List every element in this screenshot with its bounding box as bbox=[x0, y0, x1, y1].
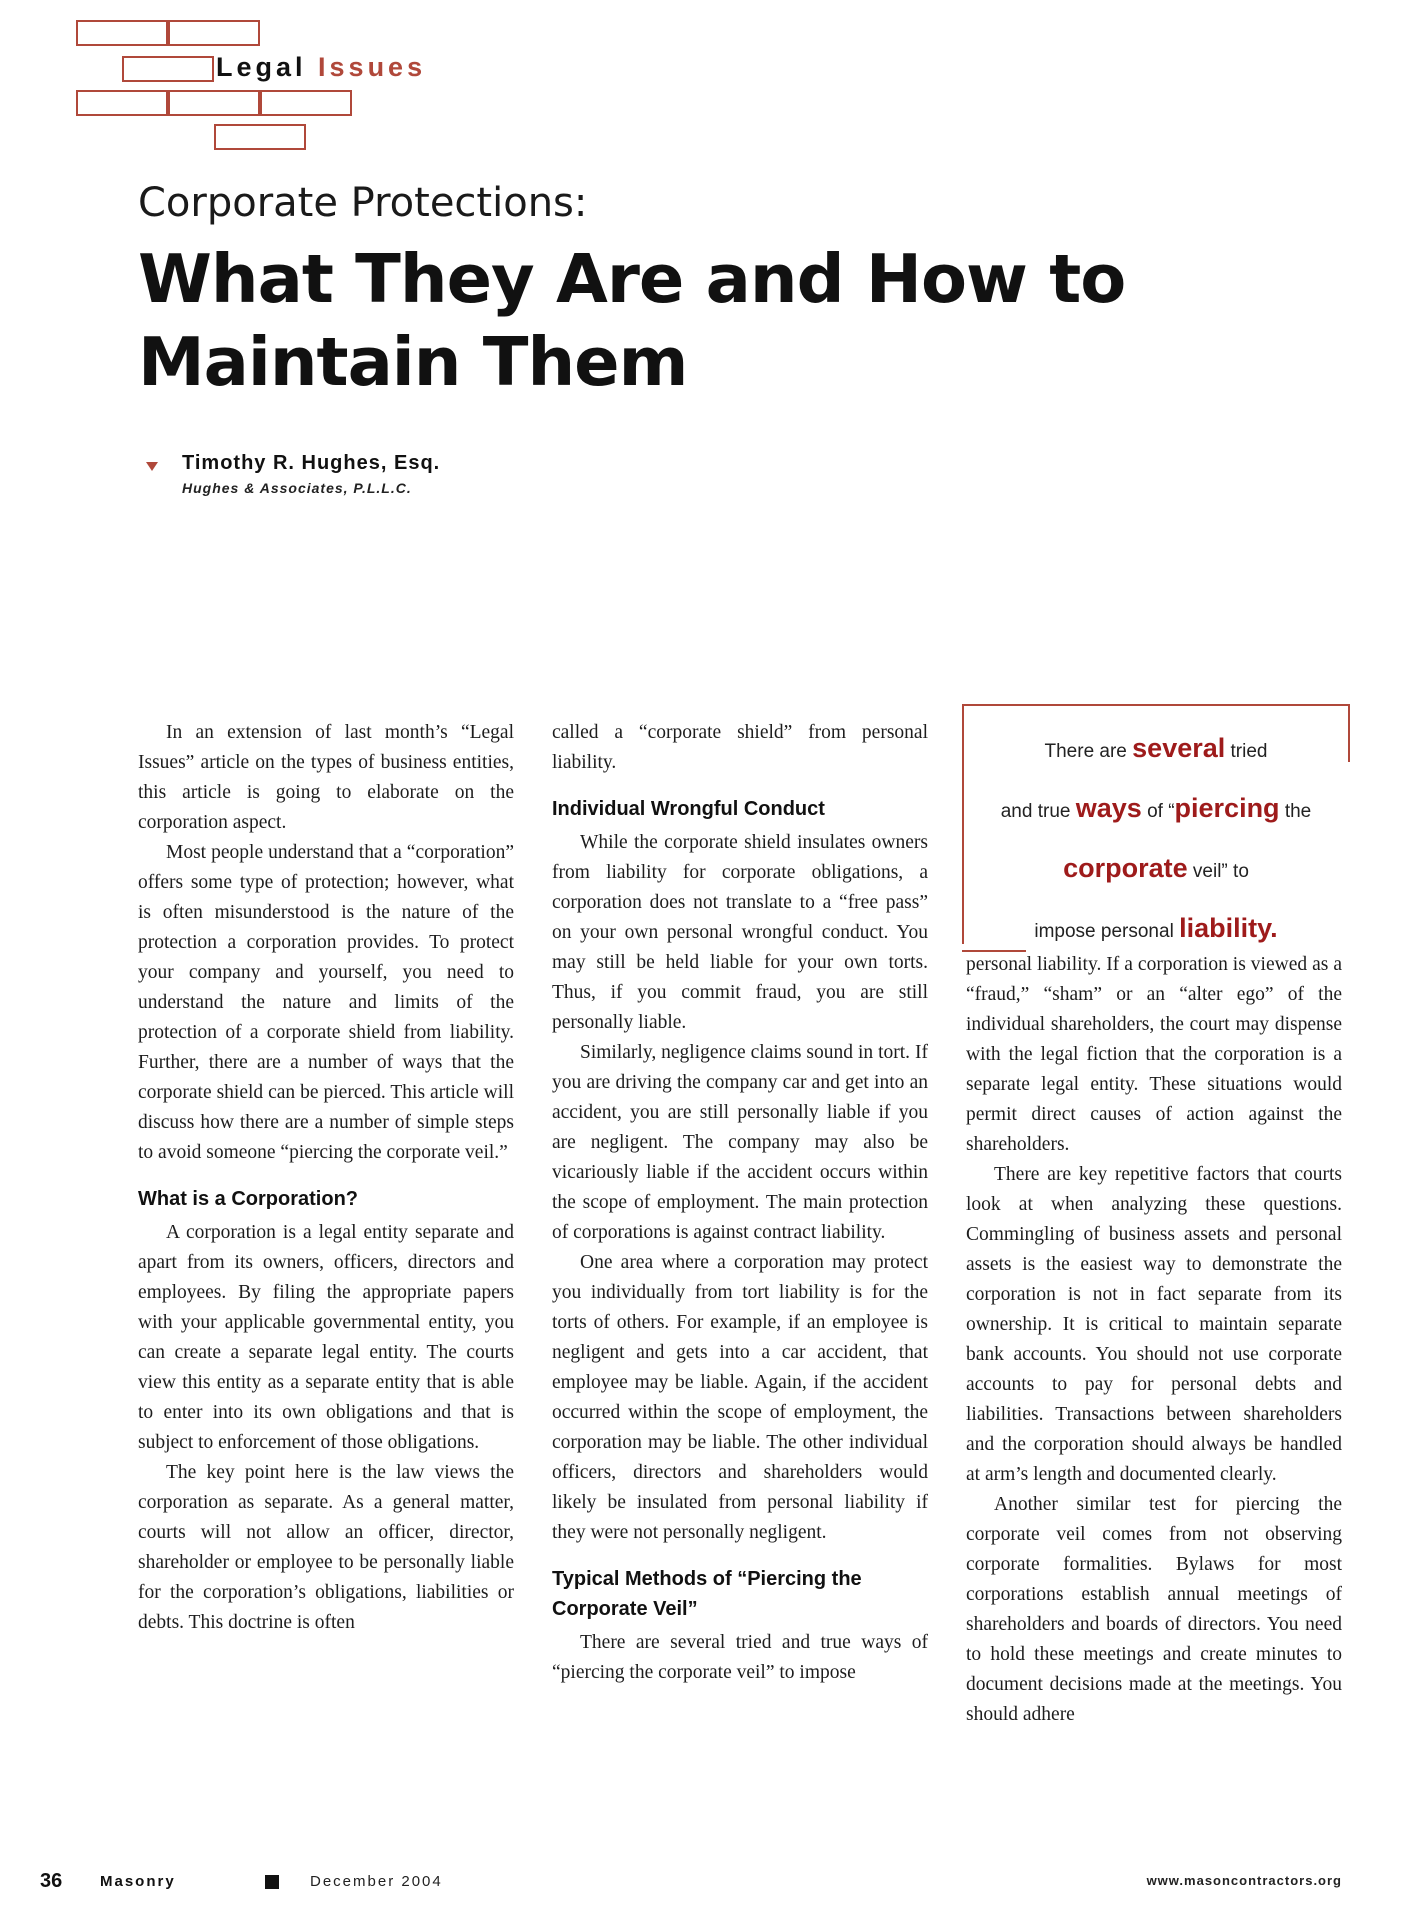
article-subtitle: Corporate Protections: bbox=[138, 180, 588, 226]
website-url: www.masoncontractors.org bbox=[1146, 1873, 1342, 1888]
article-title: What They Are and How to Maintain Them bbox=[138, 240, 1126, 401]
paragraph: The key point here is the law views the corporation as separate. As a general matter, courts will not allow an officer, director, shareholder or employee to be personally liable for the corporation’s obligations, liabilities or debts. This doctrine is often bbox=[138, 1462, 514, 1633]
column-2 bbox=[552, 718, 928, 1688]
publication-name: Masonry bbox=[100, 1873, 176, 1890]
section-heading: Individual Wrongful Conduct bbox=[552, 798, 825, 820]
paragraph: There are several tried and true ways of “piercing the corporate veil” to impose bbox=[552, 1632, 928, 1683]
issue-date: December 2004 bbox=[310, 1873, 443, 1890]
author-name: Timothy R. Hughes, Esq. bbox=[182, 452, 441, 474]
triangle-down-icon bbox=[146, 460, 158, 472]
paragraph: In an extension of last month’s “Legal Issues” article on the types of business entities, this article is going to elaborate on the corporation aspect. bbox=[138, 722, 514, 833]
author-firm: Hughes & Associates, P.L.L.C. bbox=[182, 480, 412, 496]
paragraph: While the corporate shield insulates owners from liability for corporate obligations, a corporation does not translate to a “free pass” on your own personal wrongful conduct. You may still be held liable for your own torts. Thus, if you commit fraud, you are still personally liable. bbox=[552, 832, 928, 1033]
pull-quote bbox=[962, 704, 1348, 944]
paragraph: Similarly, negligence claims sound in tort. If you are driving the company car and get into an accident, you are still personally liable if you are negligent. The company may also be vicariously liable if the accident occurs within the scope of employment. The main protection of corporations is against contract liability. bbox=[552, 1042, 928, 1243]
column-1 bbox=[138, 718, 514, 1638]
paragraph: Most people understand that a “corporation” offers some type of protection; however, what is often misunderstood is the nature of the protection a corporation provides. To protect your company and yourself, you need to understand the nature and limits of the protection of a corporate shield from liability. Further, there are a number of ways that the corporate shield can be pierced. This article will discuss how there are a number of simple steps to avoid someone “piercing the corporate veil.” bbox=[138, 842, 514, 1163]
paragraph: A corporation is a legal entity separate and apart from its owners, officers, directors and employees. By filing the appropriate papers with your applicable governmental entity, you can create a separate legal entity. The courts view this entity as a separate entity that is able to enter into its own obligations and that is subject to enforcement of those obligations. bbox=[138, 1222, 514, 1453]
paragraph: One area where a corporation may protect you individually from tort liability is for the torts of others. For example, if an employee is negligent and gets into a car accident, that employee may be liable. Again, if the accident occurred within the scope of employment, the corporation may be liable. The other individual officers, directors and shareholders would likely be insulated from personal liability if they were not personally negligent. bbox=[552, 1252, 928, 1543]
page-footer bbox=[0, 1870, 1404, 1900]
column-3 bbox=[966, 950, 1342, 1730]
section-heading: What is a Corporation? bbox=[138, 1188, 358, 1210]
paragraph: Another similar test for piercing the corporate veil comes from not observing corporate formalities. Bylaws for most corporations establish annual meetings of shareholders and boards of directors. You need to hold these meetings and create minutes to document decisions made at the meetings. You should adhere bbox=[966, 1494, 1342, 1725]
pull-quote-line: impose personal liability. bbox=[1034, 913, 1278, 943]
section-label: Legal Issues bbox=[216, 52, 427, 82]
pull-quote-line: and true ways of “piercing the bbox=[1000, 793, 1312, 823]
paragraph: There are key repetitive factors that courts look at when analyzing these questions. Commingling of business assets and personal assets is the easiest way to demonstrate the corporation is not in fact separate from its ownership. It is critical to maintain separate bank accounts. You should not use corporate accounts to pay for personal debts and liabilities. Transactions between shareholders and the corporation should always be handled at arm’s length and documented clearly. bbox=[966, 1164, 1342, 1485]
section-heading: Typical Methods of “Piercing the Corporate Veil” bbox=[552, 1568, 862, 1620]
paragraph: personal liability. If a corporation is viewed as a “fraud,” “sham” or an “alter ego” of the individual shareholders, the court may dispense with the legal fiction that the corporation is a separate legal entity. These situations would permit direct causes of action against the shareholders. bbox=[966, 954, 1342, 1155]
page-number: 36 bbox=[40, 1870, 63, 1892]
pull-quote-line: corporate veil” to bbox=[1063, 853, 1249, 883]
square-icon bbox=[265, 1875, 279, 1889]
pull-quote-line: There are several tried bbox=[1044, 733, 1268, 763]
paragraph: called a “corporate shield” from personal liability. bbox=[552, 722, 928, 773]
brick-logo bbox=[0, 0, 1404, 170]
